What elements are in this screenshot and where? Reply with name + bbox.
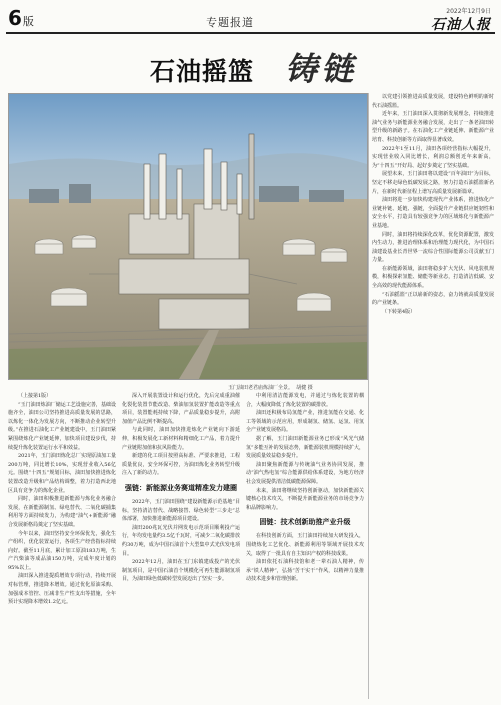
page-suffix: 版 [22, 15, 34, 28]
article-paragraph: 油田依托石油科技馆和老一辈石油人精神，传承“铁人精神”，弘扬“苦干实干”作风，以精神力量推动技术进步和管理创新。 [246, 559, 364, 583]
article-paragraph: 同时，油田积极推进新能源与炼化业务融合发展，在新能源制氢、绿电替代、二氧化碳捕集利用等方面持续发力，为构建“油气+新能源”融合发展新格局奠定了坚实基础。 [8, 496, 116, 528]
headline-main: 石油摇篮 [150, 57, 255, 86]
article-paragraph: 深入开展装置设计和运行优化，先后完成重油催化裂化装置节能改造、柴油加氢装置扩能改造等重点项目，装置能耗持续下降，产品质量稳步提升，高附加值产品比例不断提高。 [122, 393, 240, 425]
issue-date: 2022年12月9日 [446, 8, 491, 15]
byline: （上接第1版） [18, 393, 52, 399]
article-paragraph: 2021年，玉门油田炼化总厂实现原油加工量200万吨，同比增长10%，实现营业收入56亿元。围绕“十四五”规划目标，油田加快推进炼化装置改造升级和产品结构调整，着力打造西北地区具有竞争力的炼化企业。 [8, 453, 116, 494]
headline-art: 铸链 [285, 50, 358, 88]
article-paragraph: 2022年，玉门油田围绕“建设新能源示范基地”目标，坚持清洁替代、战略接替、绿色转型“三步走”总体部署，加快推进新能源项目建设。 [122, 498, 240, 523]
article-column-4 [372, 93, 494, 699]
section-title: 专题报道 [206, 16, 254, 29]
article-paragraph: 2022年1至11月，油田各项经营指标大幅提升，实现营业收入同比增长，利润总额创近年来新高，为“十四五”开好局、起好步奠定了坚实基础。 [372, 145, 494, 169]
article-paragraph: 以党建引领推进高质量发展，建设特色鲜明的新时代石油摇篮。 [372, 94, 494, 109]
article-paragraph: “石油摇篮”正以崭新的姿态，奋力铸就高质量发展的产业链条。 [372, 291, 494, 307]
column-3-paragraphs [246, 392, 364, 512]
column-3-after-paragraphs [246, 532, 364, 584]
refinery-photo [8, 93, 368, 380]
article-paragraph: （下转第4版） [382, 308, 416, 315]
column-4-paragraphs [372, 93, 494, 316]
column-1-paragraphs [8, 401, 116, 607]
page-number-digit: 6 [8, 6, 22, 30]
article-column-2 [122, 392, 240, 699]
article-paragraph: 油田200兆瓦光伏并网发电示范项目顺利投产运行，年均发电量约3.5亿千瓦时，可减少二氧化碳排放约30万吨，成为中国石油首个大型集中式光伏发电项目。 [122, 524, 240, 557]
column-2-after-paragraphs [122, 498, 240, 584]
article-paragraph: 近年来，玉门油田深入贯彻新发展理念，持续推进油气业务与新能源业务融合发展，走出了一条老油田转型升级的新路子。在石油化工产业链延伸、新能源产业培育、科技创新等方面取得显著成效。 [372, 111, 494, 143]
article-paragraph: 在新能源领域，油田将稳步扩大光伏、风电装机规模，积极探索氢能、储能等新业态，打造清洁低碳、安全高效的现代能源体系。 [372, 265, 494, 290]
article-column-3 [246, 392, 364, 699]
article-paragraph: 在科技创新方面，玉门油田持续加大研发投入，围绕炼化工艺优化、新能源利用等领域开展技术攻关，取得了一批具有自主知识产权的科技成果。 [246, 533, 364, 557]
photo-caption [228, 384, 313, 391]
subhead-1: 强链：新能源业务赛道精准发力建圈 [125, 483, 237, 492]
article-paragraph: 同时，油田将持续深化改革，优化资源配置，激发内生动力，推进治理体系和治理能力现代化，为中国石油建设基业长青世界一流综合性国际能源公司贡献玉门力量。 [372, 231, 494, 264]
article-paragraph: 未来，油田将继续坚持创新驱动，加快新能源关键核心技术攻关，不断提升新能源业务的市场竞争力和品牌影响力。 [246, 487, 364, 511]
masthead [6, 6, 495, 34]
caption-text: 玉门油田老君庙炼油厂全景。 [228, 385, 294, 391]
article-paragraph: 今年以来，油田坚持安全环保优先，强化生产组织，优化装置运行，各项生产经营指标持续向好。截至11月底，累计加工原油183万吨，生产汽柴油等成品油150万吨，完成年度计划的95%以上。 [8, 530, 116, 571]
article-paragraph: 油田聚焦新能源与传统油气业务协同发展，推动“油气热电氢”综合能源供给体系建设，为地方经济社会发展提供清洁低碳能源保障。 [246, 461, 364, 485]
article-paragraph: “玉门油田炼油厂储运工艺设施完善，基础设施齐全，油田公司坚持推进高质量发展的思路，以炼化一体化为发展方向，不断推动企业转型升级。”在推进石油化工产业链建设中，玉门油田紧紧围绕炼化产业链延伸，加快项目建设步伐，持续提升炼化装置运行水平和效益。 [8, 401, 116, 451]
article-paragraph: 中利用清洁能源发电，并通过与炼化装置的耦合，大幅度降低了炼化装置的碳排放。 [246, 393, 364, 408]
article-paragraph: 新建的化工项目按照高标准、严要求推进，工程质量优良，安全环保可控，为油田炼化业务转型升级注入了新的动力。 [122, 453, 240, 477]
article-paragraph: 据了解，玉门油田新能源业务已形成“风光气储氢”多能互补的发展态势，新能源装机规模持续扩大，发展质量效益稳步提升。 [246, 435, 364, 460]
article-paragraph: 与此同时，油田加快推进炼化产业链向下游延伸，积极发展化工新材料和精细化工产品，着力提升产业链附加值和抗风险能力。 [122, 427, 240, 451]
photo-credit: 胡健 摄 [296, 385, 313, 391]
article-paragraph: 油田还积极布局氢能产业，推进氢能在交通、化工等领域的示范应用，形成制氢、储氢、运氢、用氢全产业链发展格局。 [246, 410, 364, 434]
article-paragraph: 2022年12月，油田在玉门东镇建成投产的光伏制氢项目，是中国石油首个规模化可再生能源制氢项目，为油田绿色低碳转型发展迈出了坚实一步。 [122, 559, 240, 583]
article-paragraph: 展望未来，玉门油田将以建设“百年油田”为目标，坚定不移走绿色低碳发展之路，努力打造石油摇篮新名片，在新时代新征程上谱写高质量发展新篇章。 [372, 171, 494, 195]
column-2-paragraphs [122, 392, 240, 478]
paper-name: 石油人报 [431, 17, 491, 33]
page-number [8, 6, 34, 34]
article-paragraph: 油田将进一步加快构建现代产业体系，推进炼化产业链补链、延链、强链，全面提升产业链供应链韧性和安全水平，打造具有较强竞争力的区域炼化与新能源产业基地。 [372, 197, 494, 229]
column-divider [368, 93, 369, 699]
refinery-illustration [9, 94, 367, 379]
article-paragraph: 油田深入推进提质增效专项行动，持续开展对标管理，推进降本增效。通过优化原油采购、加强成本管控、压减非生产性支出等措施，全年预计实现降本增效1.2亿元。 [8, 573, 116, 606]
subhead-2: 固链：技术创新助推产业升级 [259, 518, 351, 527]
article-column-1 [8, 392, 116, 699]
